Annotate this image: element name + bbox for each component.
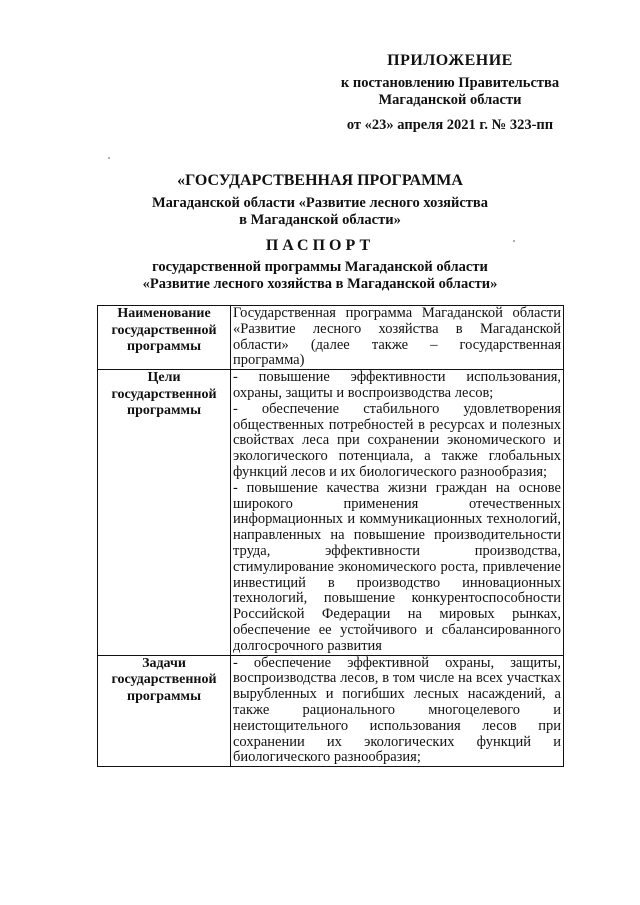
row-label-goals: Цели государственной программы [98,370,231,655]
row-label-name: Наименование государственной программы [98,306,231,370]
appendix-line-1: к постановлению Правительства [340,74,560,91]
program-header-line-3: в Магаданской области» [239,212,401,228]
program-header-line-1: «ГОСУДАРСТВЕННАЯ ПРОГРАММА [177,172,463,189]
appendix-line-2: Магаданской области [378,92,522,108]
passport-subtitle [90,259,550,293]
appendix-block [300,52,600,134]
passport-subtitle-line-2: «Развитие лесного хозяйства в Магаданской области» [142,276,498,292]
passport-title: ПАСПОРТ [265,237,375,254]
row-value-name [231,306,564,370]
task-paragraph-1: - обеспечение эффективной охраны, защиты, воспроизводства лесов, в том числе на всех участках вырубленных и погибших лесных насаждений, а также рационального многоцелевого и неистощительного использования лесов при сохранении их экологических функций и биологического разнообразия; [233,654,561,766]
goal-paragraph-2: - обеспечение стабильного удовлетворения общественных потребностей в ресурсах и полезных свойствах леса при сохранении экономического и экологического потенциала, а также глобальных функций лесов и их биологического разнообразия; [233,400,561,480]
appendix-date: от «23» апреля 2021 г. № 323-пп [346,116,554,133]
row-label-tasks: Задачи государственной программы [98,655,231,767]
goal-paragraph-3: - повышение качества жизни граждан на основе широкого применения отечественных информационных и коммуникационных технологий, направленных на повышение производительности труда, эффективности производства, стимулирование экономического роста, привлечение инвестиций в производство инновационных технологий, повышение конкурентоспособности Российской Федерации на мировых рынках, обеспечение ее устойчивого и сбалансированного долгосрочного развития [233,479,561,654]
row-value-tasks [231,655,564,767]
table-row [98,370,564,655]
appendix-title: ПРИЛОЖЕНИЕ [387,52,513,69]
table-row [98,306,564,370]
scan-speck [108,157,110,159]
program-header-line-2: Магаданской области «Развитие лесного хозяйства [151,195,488,211]
table-row [98,655,564,767]
row-value-paragraph: Государственная программа Магаданской области «Развитие лесного хозяйства в Магаданской области» (далее также – государственная программа) [233,305,561,369]
scan-speck [513,240,515,242]
goal-paragraph-1: - повышение эффективности использования, охраны, защиты и воспроизводства лесов; [233,369,561,401]
passport-table [97,305,564,767]
program-header [90,172,550,229]
row-value-goals [231,370,564,655]
passport-subtitle-line-1: государственной программы Магаданской области [152,259,488,275]
